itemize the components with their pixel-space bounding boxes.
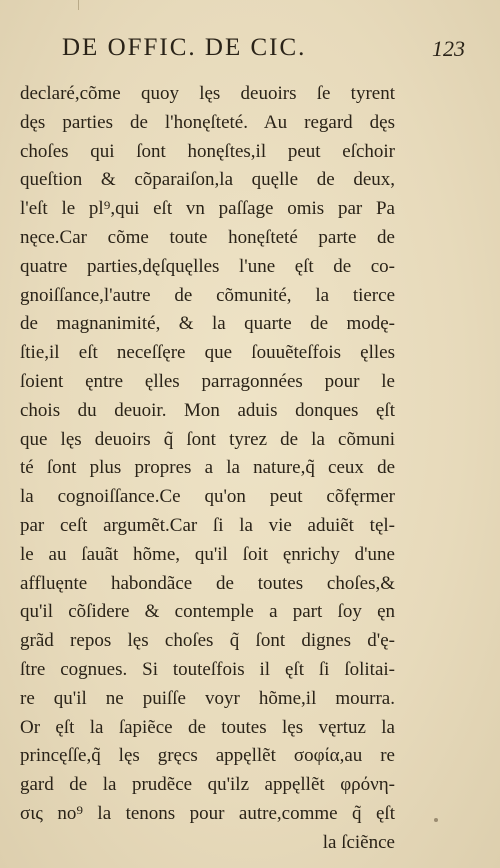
text-line: gnoiſſance,l'autre de cõmunité, la tierce [20, 284, 395, 306]
text-line: ſtie,il eſt neceſſęre que ſouuẽteſfois ęlles [20, 342, 395, 364]
text-line: de magnanimité, & la quarte de modę- [20, 313, 395, 335]
text-line: princęſſe,q̃ lęs gręcs appęllẽt σοφία,au re [20, 745, 395, 767]
text-line: ſtre cognues. Si touteſfois il ęſt ſi ſolitai- [20, 658, 395, 680]
text-line: gard de la prudẽce qu'ilz appęllẽt φρόνη- [20, 774, 395, 796]
page-header [0, 34, 500, 74]
page-edge-mark [78, 0, 79, 10]
text-line: par ceſt argumẽt.Car ſi la vie aduiẽt tęl- [20, 514, 395, 536]
text-line: declaré,cõme quoy lęs deuoirs ſe tyrent [20, 83, 395, 104]
text-line: choſes qui ſont honęſtes,il peut eſchoir [20, 140, 395, 162]
text-line: l'eſt le pl⁹,qui eſt vn paſſage omis par Pa [20, 198, 395, 220]
text-line: té ſont plus propres a la nature,q̃ ceux de [20, 457, 395, 479]
text-line: re qu'il ne puiſſe voyr hõme,il mourra. [20, 687, 395, 709]
ink-speck [434, 818, 438, 822]
text-line: Or ęſt la ſapiẽce de toutes lęs vęrtuz la [20, 716, 395, 738]
text-line: quatre parties,dęſquęlles l'une ęſt de co- [20, 255, 395, 277]
text-line: queſtion & cõparaiſon,la quęlle de deux, [20, 169, 395, 191]
text-line: nęce.Car cõme toute honęſteté parte de [20, 226, 395, 248]
text-line: que lęs deuoirs q̃ ſont tyrez de la cõmuni [20, 428, 395, 450]
running-head: DE OFFIC. DE CIC. [62, 34, 307, 61]
text-line: dęs parties de l'honęſteté. Au regard dęs [20, 111, 395, 133]
catchword: la ſciẽnce [322, 831, 395, 853]
text-line: le au ſauãt hõme, qu'il ſoit ęnrichy d'une [20, 543, 395, 565]
text-line: grãd repos lęs choſes q̃ ſont dignes d'ę- [20, 630, 395, 652]
text-line: la cognoiſſance.Ce qu'on peut cõfęrmer [20, 486, 395, 508]
text-line: chois du deuoir. Mon aduis donques ęſt [20, 399, 395, 421]
page-number: 123 [432, 36, 465, 61]
text-line: affluęnte habondãce de toutes choſes,& [20, 572, 395, 594]
text-line: σις no⁹ la tenons pour autre,comme q̃ ęſt [20, 802, 395, 824]
text-line: ſoient ęntre ęlles parragonnées pour le [20, 370, 395, 392]
text-line: qu'il cõſidere & contemple a part ſoy ęn [20, 601, 395, 623]
body-text [20, 80, 395, 858]
